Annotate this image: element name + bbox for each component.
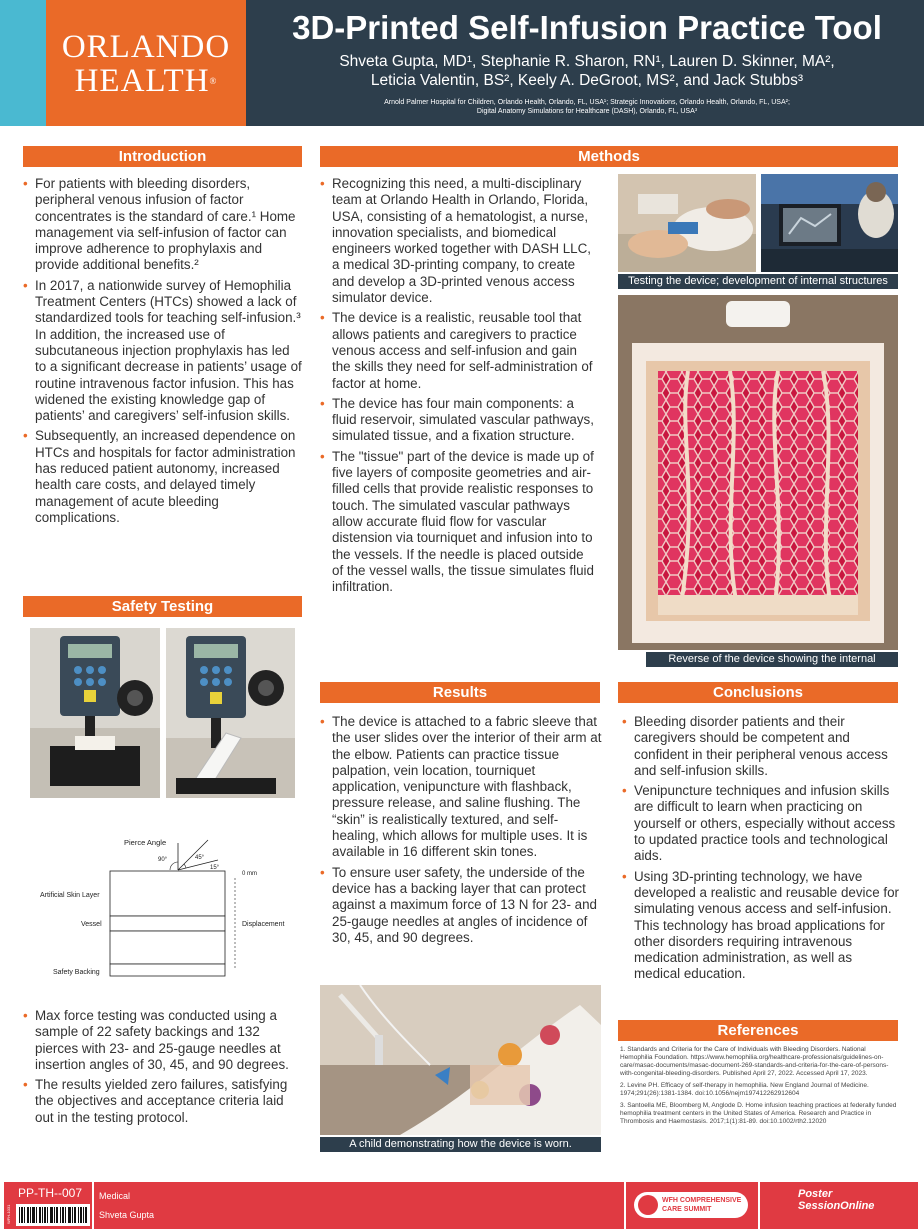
angle-15-label: 15° bbox=[210, 865, 220, 871]
methods-caption-1: Testing the device; development of internal structures bbox=[618, 274, 898, 289]
poster-code-box bbox=[4, 1182, 92, 1229]
affiliations-line1: Arnold Palmer Hospital for Children, Orlando Health, Orlando, FL, USA¹; Strategic Innovations, Orlando Health, Orlando, FL, USA²; bbox=[384, 99, 790, 106]
safety-backing-box bbox=[110, 964, 225, 976]
affiliations-line2: Digital Anatomy Simulations for Healthcare (DASH), Orlando, FL, USA³ bbox=[476, 108, 698, 115]
wfh-line1: WFH COMPREHENSIVE bbox=[662, 1197, 742, 1204]
conclusions-list bbox=[622, 714, 900, 987]
skin-layer-box bbox=[110, 871, 225, 916]
results-list bbox=[320, 714, 602, 950]
child-wearing-device-photo bbox=[320, 985, 601, 1135]
list-item: • Subsequently, an increased dependence on HTCs and hospitals for factor administration has reduced patient autonomy, increased health care costs, and delayed timely management of acute bleeding complications. bbox=[23, 428, 303, 526]
angle-90-label: 90° bbox=[158, 857, 168, 863]
logo-line2-text: HEALTH bbox=[74, 63, 210, 99]
pierce-angle-label: Pierce Angle bbox=[124, 838, 167, 847]
category-box bbox=[94, 1182, 624, 1229]
wfh-summit-logo bbox=[634, 1192, 748, 1218]
list-item: • In 2017, a nationwide survey of Hemophilia Treatment Centers (HTCs) showed a lack of standardized tools for teaching self-infusion.³ In addition, the increased use of subcutaneous injection prophylaxis has led to a significant decrease in patients’ usage of routine intravenous factor infusion. This has widened the existing knowledge gap of patients’ and caregivers’ self-infusion skills. bbox=[23, 278, 303, 425]
vessel-box bbox=[110, 916, 225, 931]
force-tester-photo-2 bbox=[166, 628, 295, 798]
methods-list bbox=[320, 176, 598, 599]
poster-title: 3D-Printed Self-Infusion Practice Tool bbox=[292, 9, 882, 46]
poster-code: PP-TH--007 bbox=[18, 1186, 83, 1200]
results-heading: Results bbox=[320, 682, 600, 703]
list-item: • The device is attached to a fabric sleeve that the user slides over the interior of their arm at the elbow. Patients can practice tissue palpation, vein location, tourniquet application, venipuncture with flashback, pressure release, and saline flushing. The “skin” is realistically textured, and self-healing, which allows for multiple uses. It is available in 16 different skin tones. bbox=[320, 714, 602, 861]
authors-line1: Shveta Gupta, MD¹, Stephanie R. Sharon, RN¹, Lauren D. Skinner, MA², bbox=[339, 53, 835, 70]
presenter-name: Shveta Gupta bbox=[99, 1210, 155, 1220]
testing-device-photo bbox=[618, 174, 756, 272]
pso-line1: Poster bbox=[798, 1188, 833, 1200]
author-list bbox=[250, 52, 924, 90]
list-item: • Using 3D-printing technology, we have developed a realistic and reusable device for simulating venous access and self-infusion. This technology has broad applications for other disorders requiring intravenous medication administration, as well as medical education. bbox=[622, 869, 900, 983]
skin-layer-label: Artificial Skin Layer bbox=[40, 892, 100, 899]
logo-line1: ORLANDO bbox=[61, 29, 231, 65]
list-item: • The device has four main components: a fluid reservoir, simulated vascular pathways, simulated tissue, and a fixation structure. bbox=[320, 396, 598, 445]
methods-heading: Methods bbox=[320, 146, 898, 167]
list-item: • Max force testing was conducted using a sample of 22 safety backings and 132 pierces with 23- and 25-gauge needles at insertion angles of 30, 45, and 90 degrees. bbox=[23, 1008, 303, 1073]
list-item: • To ensure user safety, the underside of the device has a backing layer that can protect against a maximum force of 13 N for 23- and 25-gauge needles at angles of incidence of 30, 45, and 90 degrees. bbox=[320, 865, 602, 946]
zero-mm-label: 0 mm bbox=[242, 871, 257, 877]
safety-testing-heading: Safety Testing bbox=[23, 596, 302, 617]
reference-item: 2. Levine PH. Efficacy of self-therapy in hemophilia. New England Journal of Medicine. 1974;291(26):1381-1384. doi:10.1056/nejm197412262912604 bbox=[620, 1082, 869, 1097]
affiliations bbox=[250, 98, 924, 116]
conclusions-heading: Conclusions bbox=[618, 682, 898, 703]
pso-line2: SessionOnline bbox=[798, 1200, 875, 1212]
category-label: Medical bbox=[99, 1191, 131, 1201]
reference-item: 1. Standards and Criteria for the Care of Individuals with Bleeding Disorders. National Hemophilia Foundation. https://www.hemophilia.org/healthcare-professionals/guidelines-on-care/masac-documents/masac-document-269-standards-and-criteria-for-the-care-of-persons-with-congenital-bleeding-disorders. Published April 27, 2022. Accessed April 17, 2023. bbox=[620, 1046, 889, 1077]
safety-backing-label: Safety Backing bbox=[53, 969, 100, 976]
wfh-logo-box bbox=[626, 1182, 758, 1229]
displacement-label: Displacement bbox=[242, 921, 285, 928]
list-item: • Recognizing this need, a multi-disciplinary team at Orlando Health in Orlando, Florida, USA, consisting of a hematologist, a nurse, innovation specialists, and biomedical engineers worked together with DASH LLC, a medical 3D-printing company, to create and develop a 3D-printed venous access simulator device. bbox=[320, 176, 598, 306]
pso-logo-text bbox=[798, 1188, 874, 1212]
header-accent-stripe bbox=[0, 0, 46, 126]
tissue-box bbox=[110, 931, 225, 964]
references-heading: References bbox=[618, 1020, 898, 1041]
introduction-list bbox=[23, 176, 303, 530]
references-list bbox=[620, 1046, 898, 1130]
list-item: • The device is a realistic, reusable tool that allows patients and caregivers to practice venous access and self-infusion and gain the skills they need for self-administration of factor at home. bbox=[320, 310, 598, 391]
wfh-line2: CARE SUMMIT bbox=[662, 1206, 712, 1213]
force-tester-photo-1 bbox=[30, 628, 160, 798]
methods-caption-2: Reverse of the device showing the internal structures bbox=[646, 652, 898, 667]
introduction-heading: Introduction bbox=[23, 146, 302, 167]
poster-footer bbox=[0, 1180, 924, 1229]
poster-session-online-logo bbox=[760, 1182, 918, 1229]
list-item: • Venipuncture techniques and infusion skills are difficult to learn when practicing on yourself or others, especially without access to updated practice tools and technological aids. bbox=[622, 783, 900, 864]
reference-item: 3. Santoella ME, Bloomberg M, Anglode D. Home infusion teaching practices at federally funded hemophilia treatment centers in the United States of America. Research and Practice in Thrombosis and Haemostasis. 2017;1(1):81-89. doi:10.1002/rth2.12020 bbox=[620, 1102, 897, 1125]
authors-line2: Leticia Valentin, BS², Keely A. DeGroot, MS², and Jack Stubbs³ bbox=[370, 72, 804, 89]
device-internal-photo bbox=[618, 295, 898, 650]
barcode-icon bbox=[16, 1204, 90, 1226]
vessel-label: Vessel bbox=[81, 921, 102, 928]
logo-line2 bbox=[46, 64, 246, 98]
logo-registered-mark: ® bbox=[209, 76, 218, 86]
vertical-code: WFH-1031 bbox=[6, 1204, 11, 1224]
orlando-health-logo bbox=[46, 0, 246, 126]
list-item: • The results yielded zero failures, satisfying the objectives and acceptance criteria laid out in the testing protocol. bbox=[23, 1077, 303, 1126]
development-photo bbox=[761, 174, 898, 272]
wfh-logo-text bbox=[662, 1196, 741, 1214]
angle-45-label: 45° bbox=[195, 855, 205, 861]
pierce-angle-diagram bbox=[30, 818, 300, 983]
list-item: • The "tissue" part of the device is made up of five layers of composite geometries and air-filled cells that provide realistic responses to touch. The simulated vascular pathways allow accurate fluid flow for vascular distension via tourniquet and infusion into to the vessels. If the needle is placed outside of the vessel walls, the tissue simulates fluid infiltration. bbox=[320, 449, 598, 596]
results-caption: A child demonstrating how the device is worn. bbox=[320, 1137, 601, 1152]
safety-list bbox=[23, 1008, 303, 1130]
wfh-globe-icon bbox=[638, 1195, 658, 1215]
list-item: • For patients with bleeding disorders, peripheral venous infusion of factor concentrates is the standard of care.¹ Home management via self-infusion of factor can improve adherence to prophylaxis and provide additional benefits.² bbox=[23, 176, 303, 274]
list-item: • Bleeding disorder patients and their caregivers should be competent and confident in their peripheral venous access and self-infusion skills. bbox=[622, 714, 900, 779]
poster-header bbox=[0, 0, 924, 126]
